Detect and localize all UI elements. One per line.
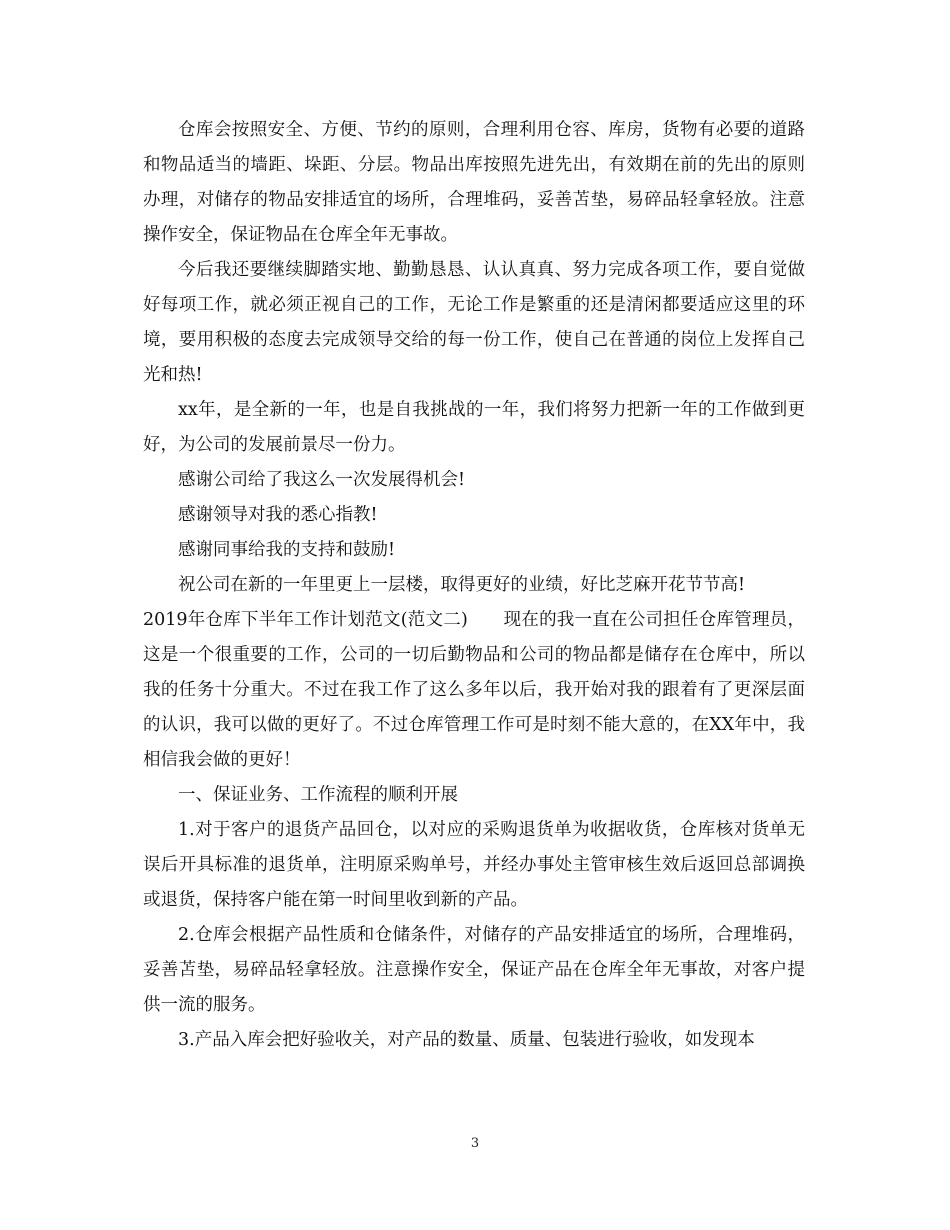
paragraph-thanks-company: 感谢公司给了我这么一次发展得机会! [178, 470, 466, 490]
section-heading-1: 一、保证业务、工作流程的顺利开展 [178, 785, 458, 805]
paragraph-thanks-colleagues: 感谢同事给我的支持和鼓励! [178, 540, 396, 560]
paragraph-future-work: 今后我还要继续脚踏实地、勤勤恳恳、认认真真、努力完成各项工作，要自觉做好每项工作，就必须正视自己的工作，无论工作是繁重的还是清闲都要适应这里的环境，要用积极的态度去完成领导交给的每一份工作，使自己在普通的岗位上发挥自己光和热! [143, 260, 805, 385]
paragraph-thanks-leaders: 感谢领导对我的悉心指教! [178, 505, 378, 525]
list-item-1: 1.对于客户的退货产品回仓，以对应的采购退货单为收据收货，仓库核对货单无误后开具标准的退货单，注明原采购单号，并经办事处主管审核生效后返回总部调换或退货，保持客户能在第一时间里收到新的产品。 [143, 820, 805, 910]
document-body [143, 113, 805, 1058]
paragraph-sample-two-intro: 2019年仓库下半年工作计划范文(范文二) 现在的我一直在公司担任仓库管理员，这是一个很重要的工作，公司的一切后勤物品和公司的物品都是储存在仓库中，所以我的任务十分重大。不过在我工作了这么多年以后，我开始对我的跟着有了更深层面的认识，我可以做的更好了。不过仓库管理工作可是时刻不能大意的，在XX年中，我相信我会做的更好！ [143, 610, 805, 770]
paragraph-storage-principles: 仓库会按照安全、方便、节约的原则，合理利用仓容、库房，货物有必要的道路和物品适当的墙距、垛距、分层。物品出库按照先进先出，有效期在前的先出的原则办理，对储存的物品安排适宜的场所，合理堆码，妥善苫垫，易碎品轻拿轻放。注意操作安全，保证物品在仓库全年无事故。 [143, 120, 805, 245]
list-item-3: 3.产品入库会把好验收关，对产品的数量、质量、包装进行验收，如发现本 [178, 1030, 755, 1050]
page-number: 3 [470, 1136, 480, 1151]
paragraph-wishes: 祝公司在新的一年里更上一层楼，取得更好的业绩，好比芝麻开花节节高! [178, 575, 746, 595]
list-item-2: 2.仓库会根据产品性质和仓储条件，对储存的产品安排适宜的场所，合理堆码，妥善苫垫，易碎品轻拿轻放。注意操作安全，保证产品在仓库全年无事故，对客户提供一流的服务。 [143, 925, 805, 1015]
paragraph-new-year: xx年，是全新的一年，也是自我挑战的一年，我们将努力把新一年的工作做到更好，为公司的发展前景尽一份力。 [143, 400, 805, 455]
